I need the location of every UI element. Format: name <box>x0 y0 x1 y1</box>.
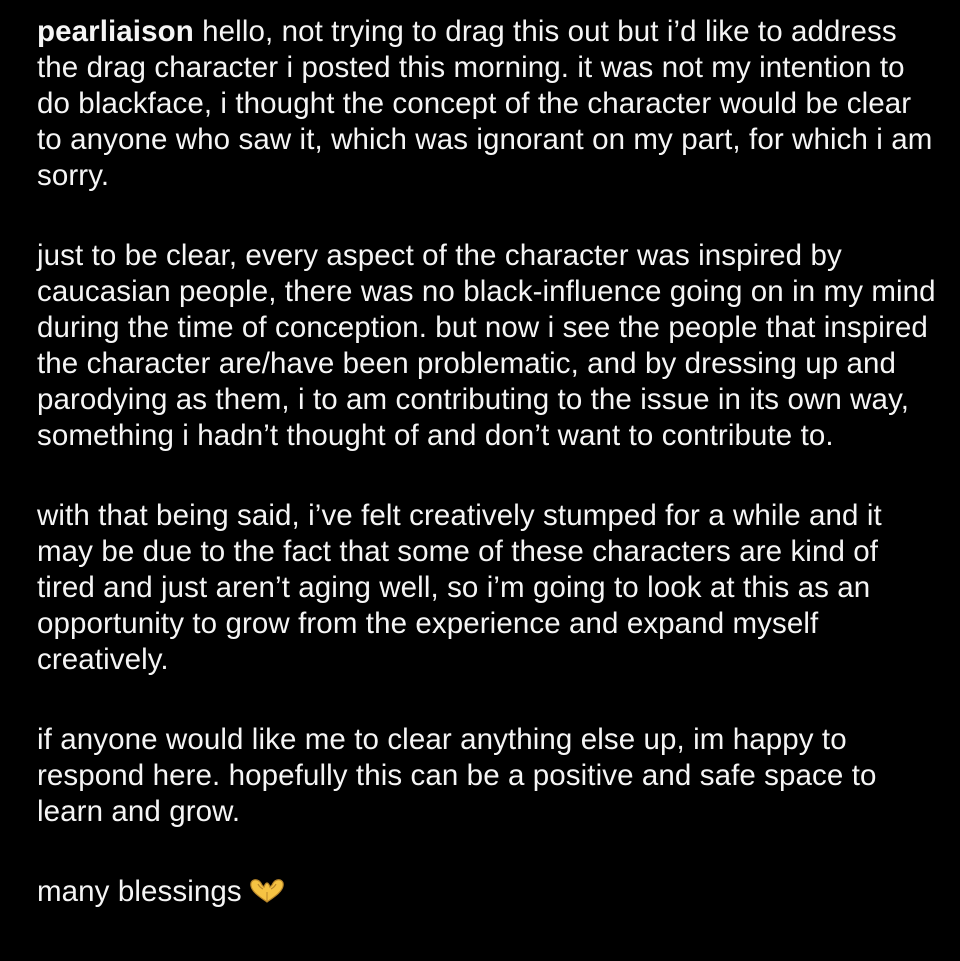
caption-paragraph-5 <box>37 874 942 910</box>
caption-paragraph-4: if anyone would like me to clear anything else up, im happy to respond here. hopefully this can be a positive and safe space to learn and grow. <box>37 723 877 828</box>
caption-paragraph-3: with that being said, i’ve felt creatively stumped for a while and it may be due to the fact that some of these characters are kind of tired and just aren’t aging well, so i’m going to look at this as an opportunity to grow from the experience and expand myself creatively. <box>37 499 882 676</box>
caption-paragraph-1 <box>37 14 942 194</box>
caption-paragraph-2: just to be clear, every aspect of the character was inspired by caucasian people, there was no black-influence going on in my mind during the time of conception. but now i see the people that inspired the character are/have been problematic, and by dressing up and parodying as them, i to am contributing to the issue in its own way, something i hadn’t thought of and don’t want to contribute to. <box>37 239 936 452</box>
post-caption <box>37 14 942 910</box>
signoff-text: many blessings <box>37 875 242 908</box>
caption-text: hello, not trying to drag this out but i’d like to address the drag character i posted this morning. it was not my intention to do blackface, i thought the concept of the character would be clear to anyone who saw it, which was ignorant on my part, for which i am sorry. <box>37 15 933 192</box>
username-link[interactable]: pearliaison <box>37 15 194 48</box>
heart-hands-emoji-icon <box>248 877 286 903</box>
